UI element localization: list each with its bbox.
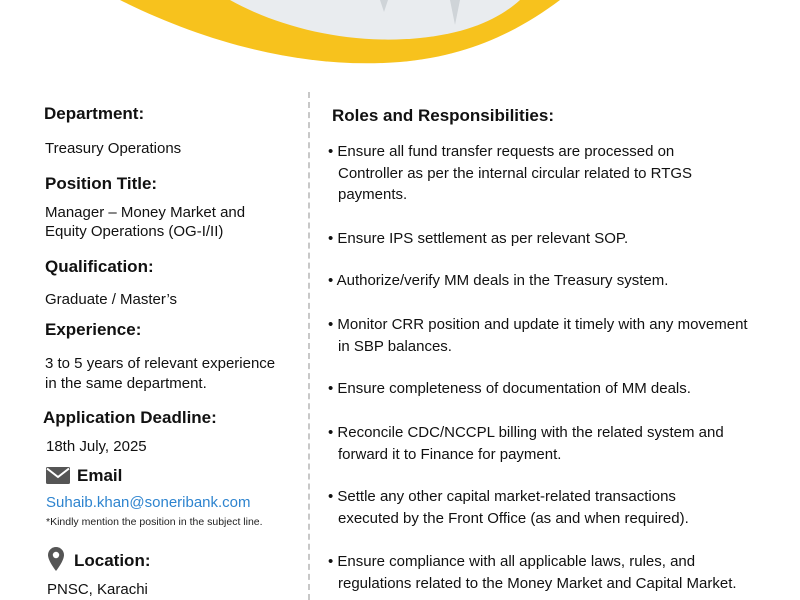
email-note: *Kindly mention the position in the subject line. xyxy=(46,516,263,528)
responsibility-item xyxy=(328,378,691,400)
responsibility-line: • Ensure completeness of documentation of MM deals. xyxy=(328,380,691,397)
responsibility-line: • Settle any other capital market-related transactions xyxy=(328,488,676,505)
map-pin-icon xyxy=(48,547,64,571)
position-title-line-1: Manager – Money Market and xyxy=(45,204,246,221)
location-value: PNSC, Karachi xyxy=(47,581,148,598)
responsibility-item xyxy=(328,551,737,594)
qualification-value: Graduate / Master’s xyxy=(45,291,178,308)
department-label: Department: xyxy=(44,104,145,123)
responsibility-line: • Authorize/verify MM deals in the Treasury system. xyxy=(328,272,669,289)
responsibility-item xyxy=(328,270,668,292)
location-label: Location: xyxy=(74,551,151,570)
responsibility-line: Controller as per the internal circular related to RTGS xyxy=(338,164,693,182)
deadline-value: 18th July, 2025 xyxy=(46,438,147,455)
deadline-label: Application Deadline: xyxy=(43,408,217,427)
envelope-icon xyxy=(46,467,70,484)
responsibility-line: regulations related to the Money Market and Capital Market. xyxy=(338,574,737,592)
responsibility-line: • Ensure IPS settlement as per relevant SOP. xyxy=(328,230,629,247)
experience-label: Experience: xyxy=(45,320,142,339)
responsibility-line: executed by the Front Office (as and when required). xyxy=(338,509,689,527)
department-value: Treasury Operations xyxy=(45,140,182,157)
column-divider xyxy=(308,92,310,600)
responsibility-line: • Ensure compliance with all applicable laws, rules, and xyxy=(328,553,696,570)
responsibility-line: forward it to Finance for payment. xyxy=(338,445,562,463)
header-banner xyxy=(0,0,800,110)
responsibility-item xyxy=(328,141,692,206)
email-address-link[interactable]: Suhaib.khan@soneribank.com xyxy=(46,494,251,511)
qualification-label: Qualification: xyxy=(45,257,154,276)
responsibility-line: • Ensure all fund transfer requests are processed on xyxy=(328,143,675,160)
position-title-line-2: Equity Operations (OG-I/II) xyxy=(45,223,224,240)
responsibility-line: • Monitor CRR position and update it timely with any movement xyxy=(328,316,748,333)
responsibility-item xyxy=(328,228,628,250)
email-label: Email xyxy=(77,466,123,485)
experience-line-2: in the same department. xyxy=(45,375,207,392)
responsibility-item xyxy=(328,422,724,465)
roles-heading: Roles and Responsibilities: xyxy=(332,106,554,125)
responsibility-line: in SBP balances. xyxy=(338,337,452,355)
experience-line-1: 3 to 5 years of relevant experience xyxy=(45,355,276,372)
responsibility-line: payments. xyxy=(338,186,408,203)
position-title-label: Position Title: xyxy=(45,174,158,193)
responsibility-line: • Reconcile CDC/NCCPL billing with the related system and xyxy=(328,424,724,441)
responsibility-item xyxy=(328,486,689,529)
responsibility-item xyxy=(328,314,748,357)
